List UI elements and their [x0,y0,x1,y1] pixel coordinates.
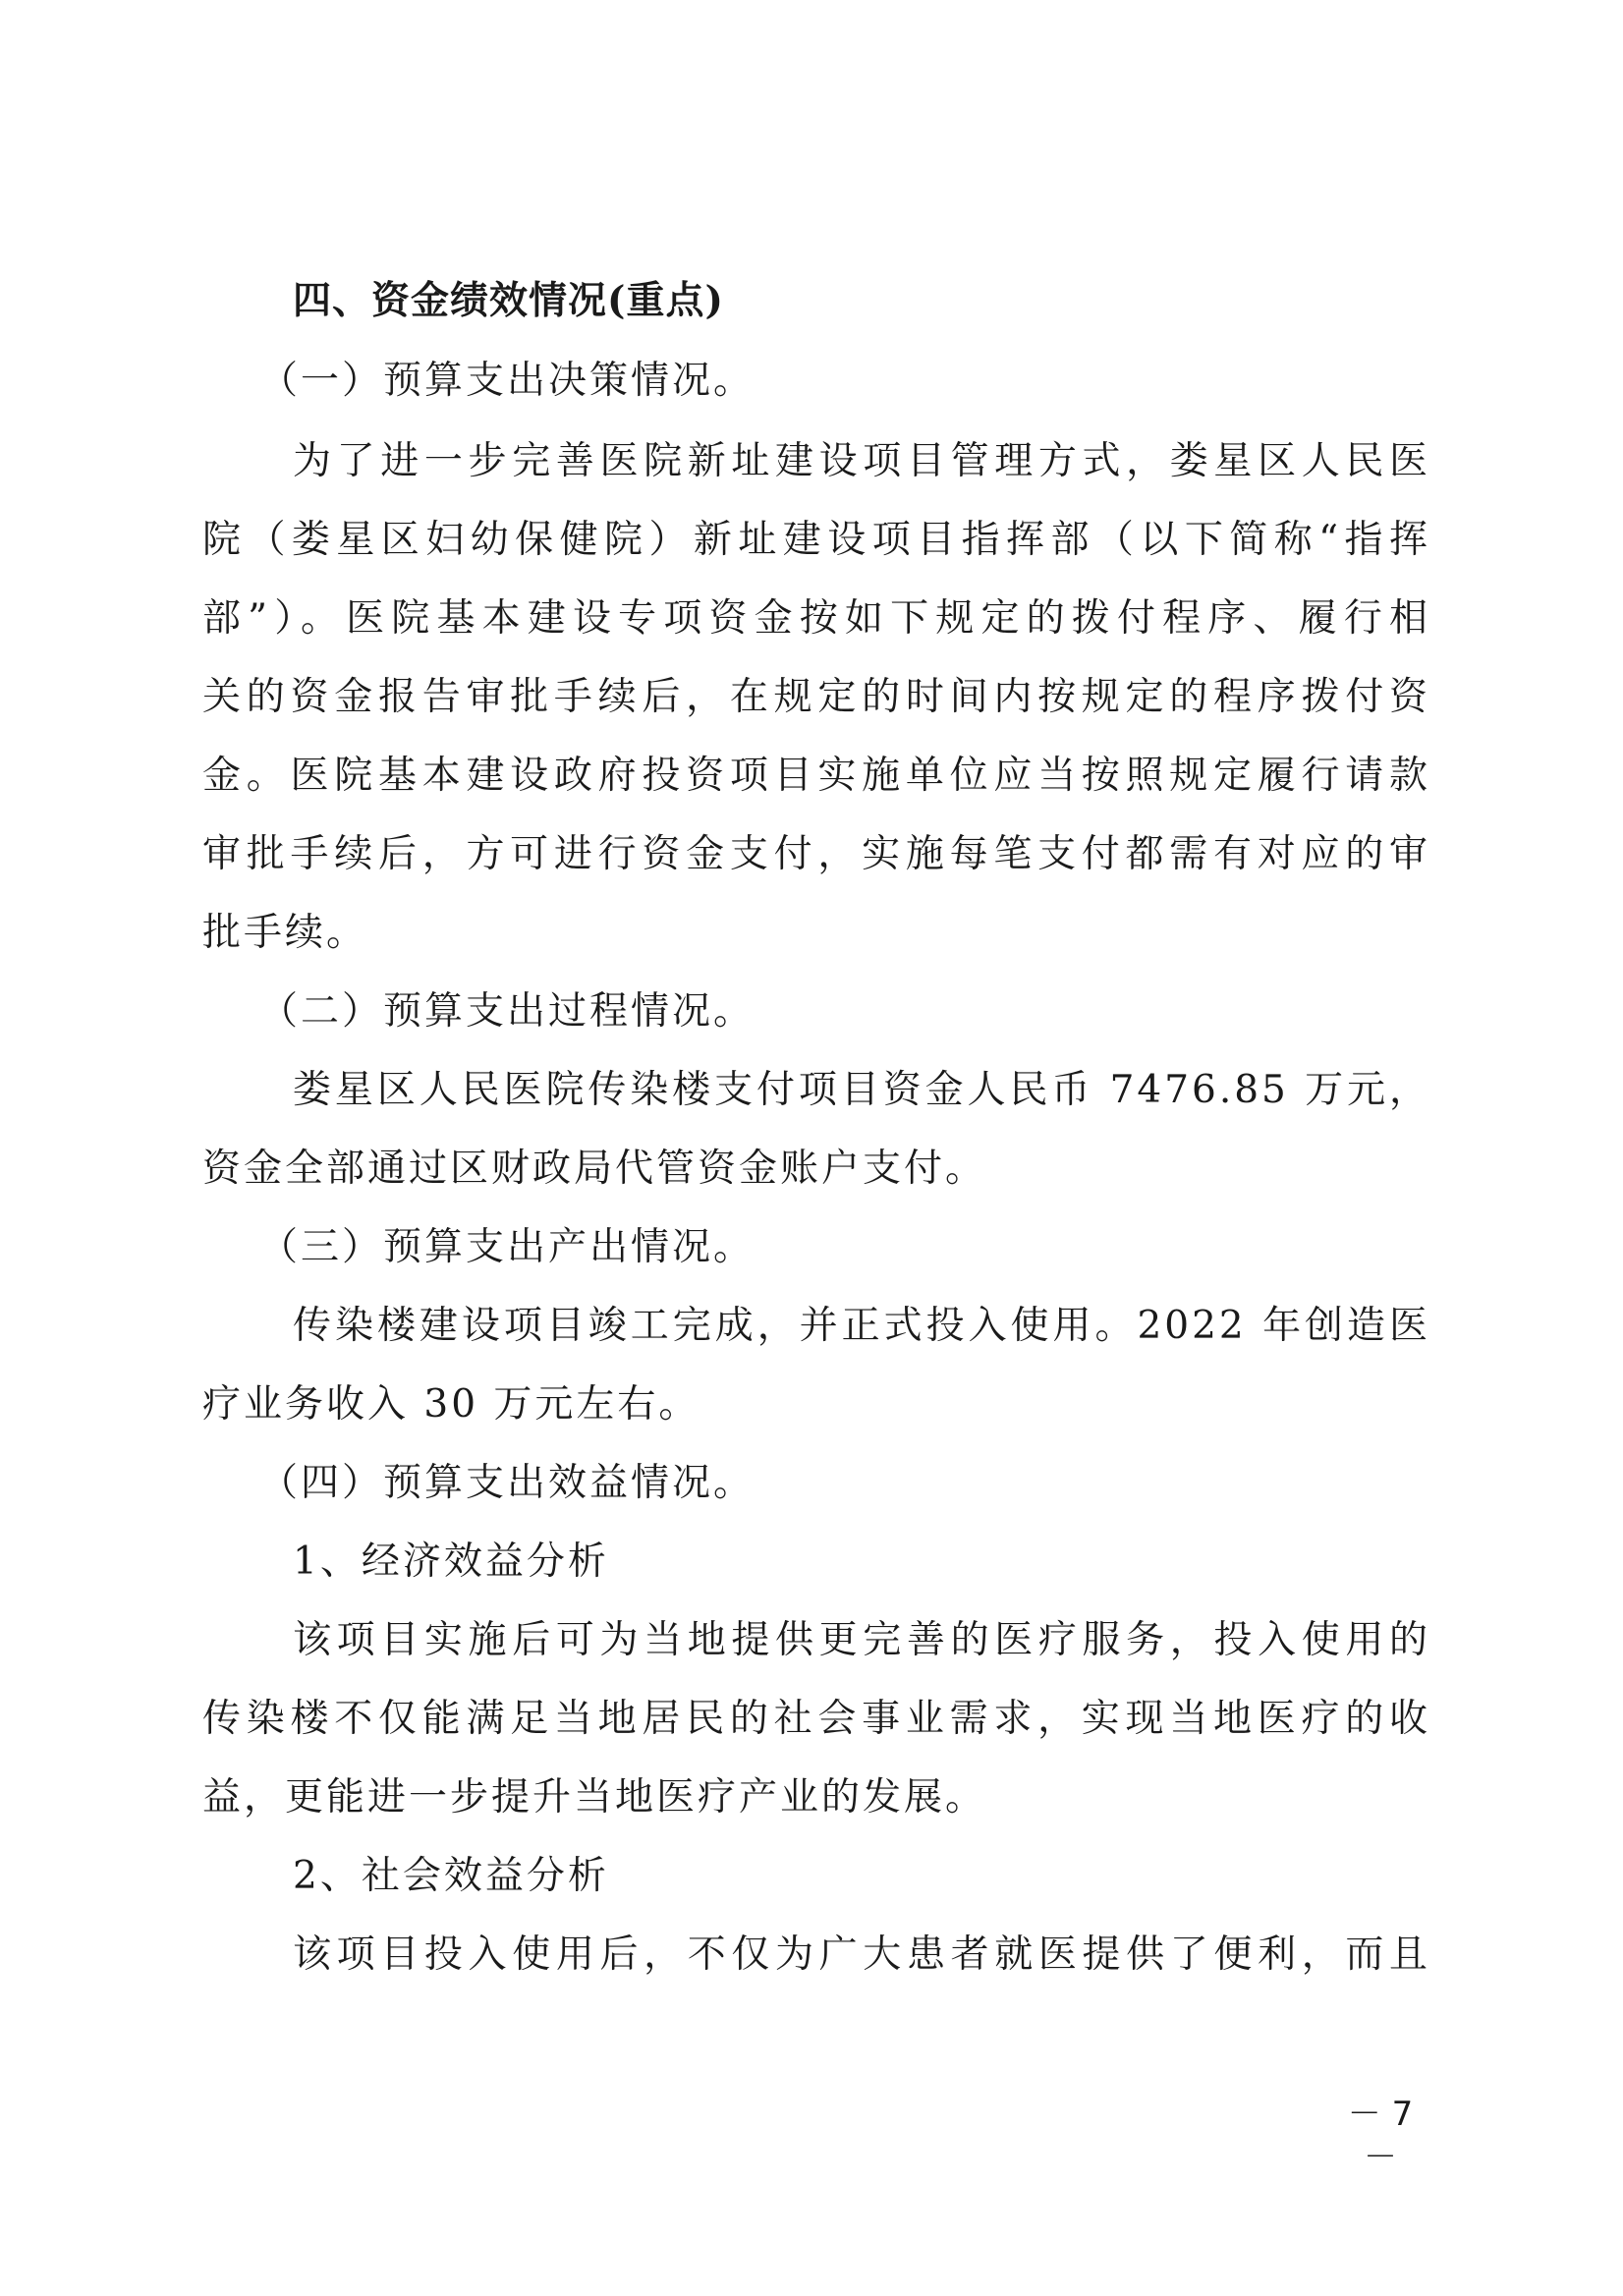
paragraph-line: 审批手续后，方可进行资金支付，实施每笔支付都需有对应的审 [202,832,1430,876]
paragraph-line: 疗业务收入 30 万元左右。 [202,1382,700,1427]
subsection-title-3: （三）预算支出产出情况。 [259,1225,756,1269]
item-title-economic: 1、经济效益分析 [293,1540,609,1584]
paragraph-line: 传染楼建设项目竣工完成，并正式投入使用。2022 年创造医 [293,1304,1430,1348]
paragraph-line: 部”）。医院基本建设专项资金按如下规定的拨付程序、履行相 [202,596,1430,641]
subsection-title-4: （四）预算支出效益情况。 [259,1461,756,1505]
subsection-title-1: （一）预算支出决策情况。 [259,359,756,403]
paragraph-line: 益，更能进一步提升当地医疗产业的发展。 [202,1775,987,1820]
paragraph-line: 批手续。 [202,911,368,955]
paragraph-line: 该项目实施后可为当地提供更完善的医疗服务，投入使用的 [293,1618,1430,1662]
paragraph-line: 金。医院基本建设政府投资项目实施单位应当按照规定履行请款 [202,754,1430,798]
paragraph-line: 娄星区人民医院传染楼支付项目资金人民币 7476.85 万元， [293,1068,1430,1112]
section-heading: 四、资金绩效情况(重点) [293,278,724,323]
subsection-title-2: （二）预算支出过程情况。 [259,989,756,1034]
paragraph-line: 为了进一步完善医院新址建设项目管理方式，娄星区人民医 [293,439,1430,483]
page-number: － 7 － [1347,2095,1414,2177]
paragraph-line: 院（娄星区妇幼保健院）新址建设项目指挥部（以下简称“指挥 [202,518,1430,562]
paragraph-line: 该项目投入使用后，不仅为广大患者就医提供了便利，而且 [293,1932,1430,1977]
item-title-social: 2、社会效益分析 [293,1854,609,1898]
paragraph-line: 关的资金报告审批手续后，在规定的时间内按规定的程序拨付资 [202,675,1430,719]
paragraph-line: 传染楼不仅能满足当地居民的社会事业需求，实现当地医疗的收 [202,1697,1430,1741]
paragraph-line: 资金全部通过区财政局代管资金账户支付。 [202,1147,987,1191]
